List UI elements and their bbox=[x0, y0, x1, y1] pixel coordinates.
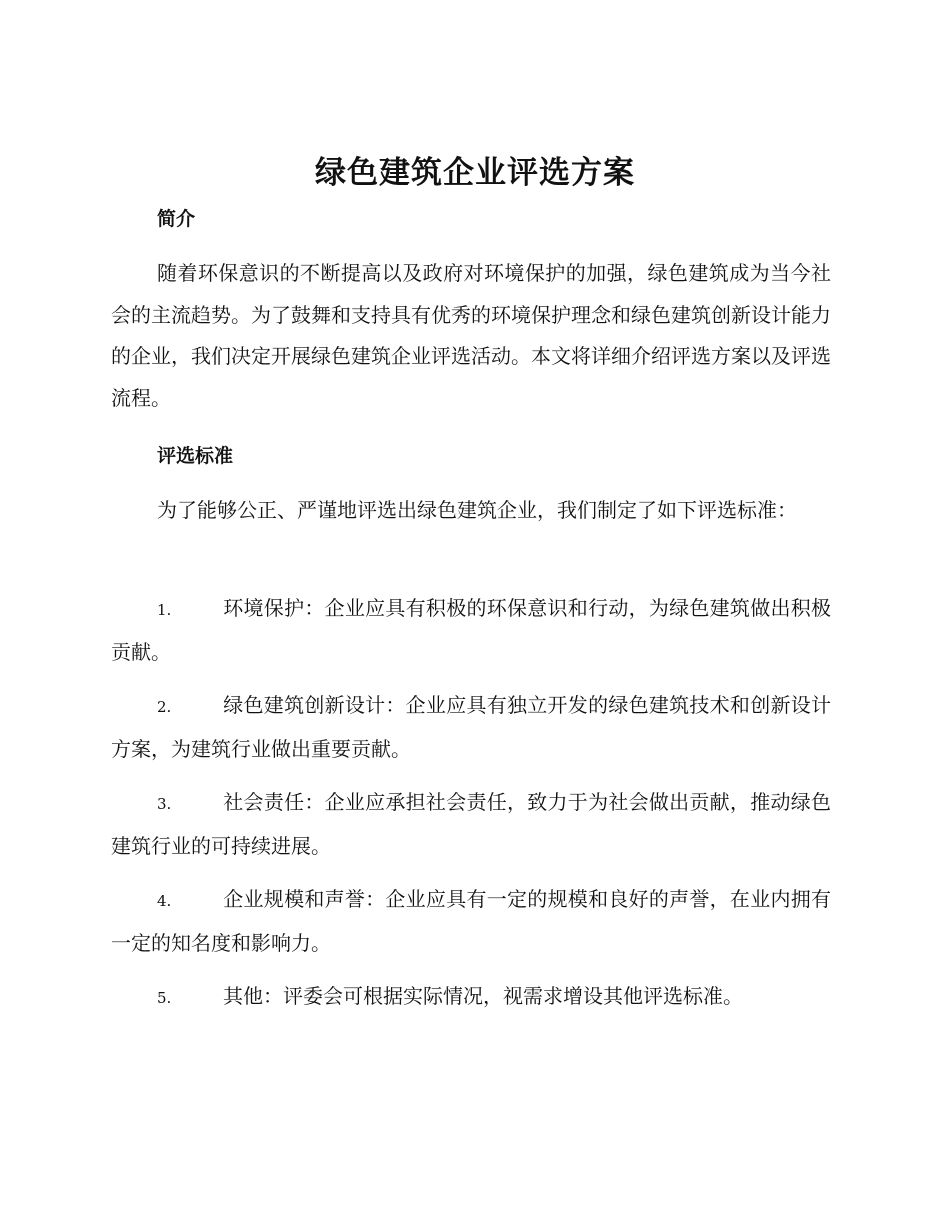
criteria-intro-paragraph: 为了能够公正、严谨地评选出绿色建筑企业，我们制定了如下评选标准： bbox=[157, 498, 797, 522]
list-item-number: 2. bbox=[157, 698, 172, 716]
criteria-list-item bbox=[111, 879, 831, 964]
criteria-list-item bbox=[111, 685, 831, 770]
section-heading-criteria: 评选标准 bbox=[157, 445, 234, 467]
criteria-list-item bbox=[111, 588, 831, 673]
list-item-text: 社会责任：企业应承担社会责任，致力于为社会做出贡献，推动绿色建筑行业的可持续进展。 bbox=[111, 790, 831, 858]
criteria-list-item bbox=[111, 976, 831, 1020]
list-item-number: 4. bbox=[157, 892, 172, 910]
section-heading-intro: 简介 bbox=[157, 208, 196, 230]
intro-paragraph: 随着环保意识的不断提高以及政府对环境保护的加强，绿色建筑成为当今社会的主流趋势。为了鼓舞和支持具有优秀的环境保护理念和绿色建筑创新设计能力的企业，我们决定开展绿色建筑企业评选活动。本文将详细介绍评选方案以及评选流程。 bbox=[111, 261, 831, 410]
list-item-number: 3. bbox=[157, 795, 172, 813]
criteria-list-item bbox=[111, 782, 831, 867]
list-item-number: 1. bbox=[157, 601, 172, 619]
list-item-text: 环境保护：企业应具有积极的环保意识和行动，为绿色建筑做出积极贡献。 bbox=[111, 596, 831, 664]
document-title: 绿色建筑企业评选方案 bbox=[315, 155, 635, 191]
list-item-number: 5. bbox=[157, 989, 172, 1007]
list-item-text: 绿色建筑创新设计：企业应具有独立开发的绿色建筑技术和创新设计方案，为建筑行业做出重要贡献。 bbox=[111, 693, 831, 761]
list-item-text: 其他：评委会可根据实际情况，视需求增设其他评选标准。 bbox=[223, 984, 743, 1008]
list-item-text: 企业规模和声誉：企业应具有一定的规模和良好的声誉，在业内拥有一定的知名度和影响力。 bbox=[111, 887, 831, 955]
